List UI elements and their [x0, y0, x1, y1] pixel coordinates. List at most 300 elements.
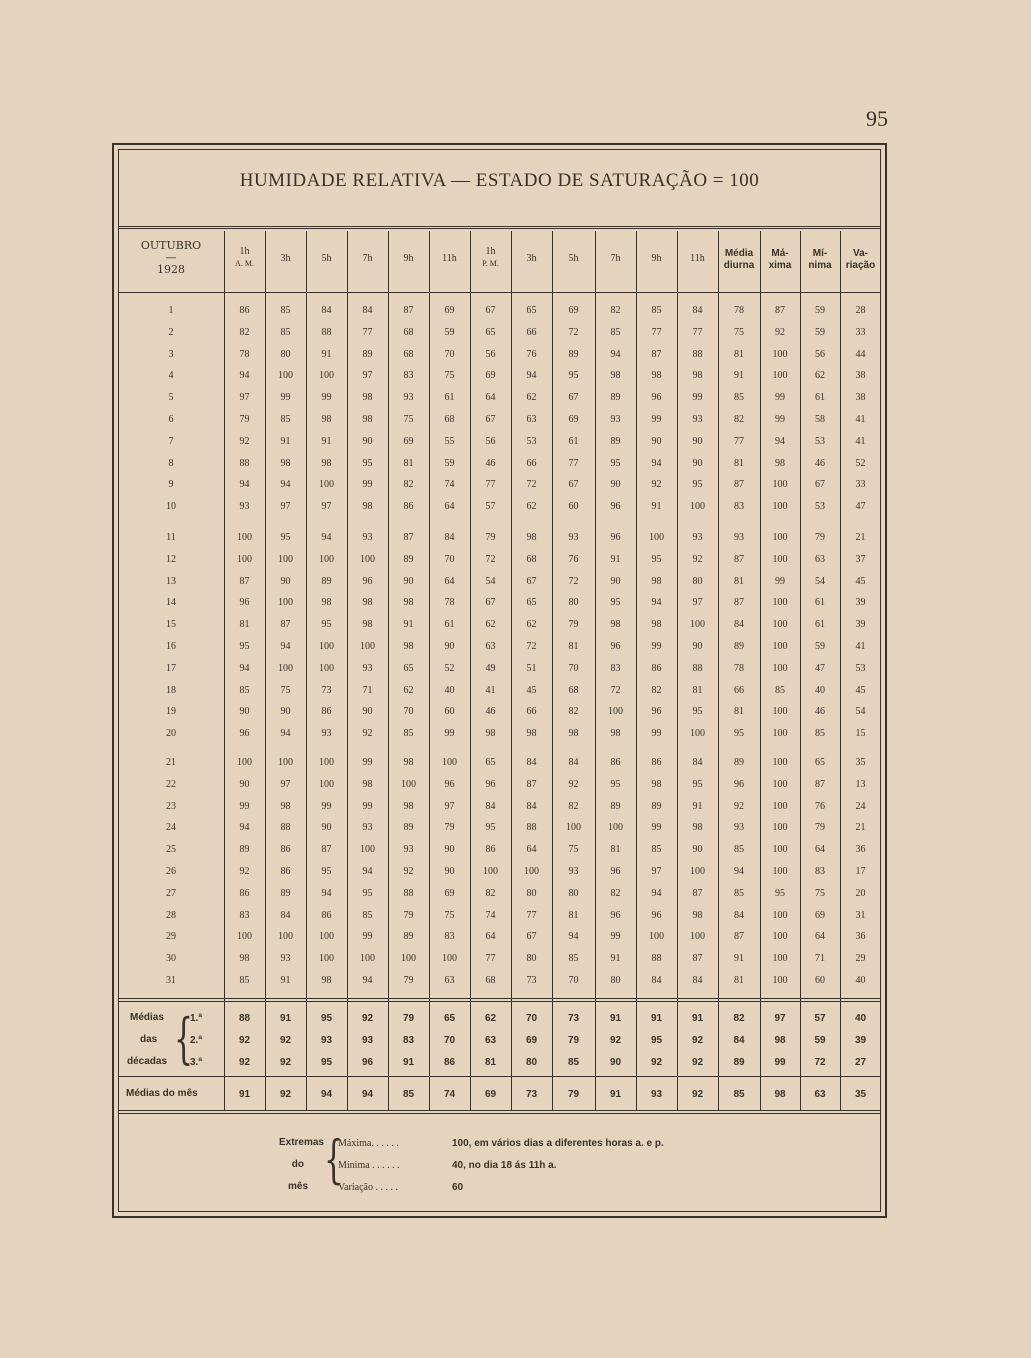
table-cell: 59 — [815, 326, 825, 338]
table-cell: 98 — [362, 392, 373, 404]
table-cell: 94 — [651, 597, 662, 609]
table-cell: 72 — [526, 479, 537, 491]
day-number: 30 — [166, 953, 176, 965]
table-cell: 93 — [362, 662, 373, 674]
table-cell: 77 — [734, 435, 744, 447]
table-cell: 85 — [651, 305, 662, 316]
decade-mean-cell: 96 — [361, 1057, 374, 1068]
table-cell: 95 — [321, 619, 332, 631]
decade-mean-cell: 57 — [814, 1013, 826, 1024]
decade-tag: 2.ª — [190, 1035, 203, 1046]
table-cell: 77 — [526, 909, 537, 921]
table-cell: 84 — [692, 757, 703, 768]
hour-header: 3h — [280, 253, 291, 264]
table-cell: 21 — [855, 532, 866, 543]
table-cell: 75 — [403, 414, 414, 425]
day-number: 21 — [166, 757, 176, 768]
table-cell: 95 — [280, 532, 291, 543]
table-cell: 55 — [444, 435, 455, 447]
table-cell: 97 — [239, 392, 250, 404]
month-mean-cell: 74 — [443, 1089, 456, 1100]
table-cell: 95 — [651, 553, 662, 565]
table-cell: 87 — [734, 931, 744, 943]
table-cell: 49 — [485, 662, 496, 674]
table-cell: 84 — [734, 619, 744, 631]
table-cell: 84 — [692, 305, 703, 316]
day-number: 7 — [168, 435, 174, 447]
table-cell: 79 — [485, 532, 496, 543]
table-cell: 90 — [403, 575, 414, 587]
table-cell: 61 — [815, 597, 825, 609]
decade-mean-cell: 59 — [814, 1035, 826, 1046]
stat-header-2: diurna — [723, 260, 755, 271]
stat-header: Va- — [852, 248, 868, 259]
table-cell: 85 — [775, 684, 785, 696]
table-cell: 92 — [362, 728, 373, 740]
table-cell: 91 — [280, 435, 291, 447]
table-cell: 89 — [610, 435, 621, 447]
table-cell: 88 — [239, 457, 250, 469]
table-cell: 94 — [280, 728, 291, 740]
decade-mean-cell: 99 — [774, 1057, 786, 1068]
table-cell: 68 — [444, 414, 455, 425]
extreme-value: 100, em vários dias a diferentes horas a. e p. — [452, 1138, 664, 1149]
table-cell: 74 — [444, 479, 455, 491]
table-cell: 90 — [692, 457, 703, 469]
table-cell: 97 — [280, 501, 291, 513]
table-cell: 87 — [775, 305, 785, 316]
table-cell: 98 — [280, 800, 291, 812]
table-cell: 88 — [321, 326, 332, 338]
table-cell: 96 — [239, 597, 250, 609]
table-cell: 95 — [610, 597, 621, 609]
table-cell: 93 — [362, 532, 373, 543]
table-cell: 100 — [237, 553, 252, 565]
table-cell: 38 — [855, 370, 866, 382]
table-cell: 79 — [815, 822, 825, 834]
table-cell: 37 — [855, 553, 866, 565]
table-cell: 72 — [485, 553, 496, 565]
day-number: 23 — [166, 800, 176, 812]
table-cell: 47 — [855, 501, 866, 513]
table-cell: 82 — [403, 479, 414, 491]
table-cell: 94 — [239, 662, 250, 674]
decade-mean-cell: 73 — [567, 1013, 580, 1024]
table-cell: 98 — [403, 757, 414, 768]
table-cell: 100 — [649, 931, 664, 943]
table-cell: 93 — [692, 414, 703, 425]
table-cell: 100 — [690, 619, 705, 631]
extremes-brace: { — [324, 1130, 344, 1191]
day-number: 9 — [168, 479, 174, 491]
table-cell: 62 — [526, 619, 537, 631]
table-cell: 86 — [403, 501, 414, 513]
table-cell: 98 — [651, 575, 662, 587]
table-cell: 93 — [568, 532, 579, 543]
table-cell: 90 — [444, 844, 455, 856]
table-cell: 92 — [775, 326, 785, 338]
table-cell: 81 — [239, 619, 250, 631]
table-cell: 85 — [280, 305, 291, 316]
table-cell: 96 — [651, 392, 662, 404]
table-cell: 82 — [239, 326, 250, 338]
table-cell: 100 — [319, 370, 334, 382]
day-number: 25 — [166, 844, 176, 856]
table-cell: 53 — [855, 662, 866, 674]
table-cell: 54 — [815, 575, 825, 587]
table-cell: 94 — [280, 479, 291, 491]
table-cell: 99 — [651, 414, 662, 425]
table-cell: 94 — [734, 866, 744, 877]
extreme-name: Variação . . . . . — [338, 1182, 398, 1193]
decade-mean-cell: 92 — [361, 1013, 374, 1024]
table-cell: 67 — [526, 931, 537, 943]
table-cell: 81 — [610, 844, 621, 856]
table-cell: 69 — [815, 909, 825, 921]
table-cell: 77 — [485, 479, 496, 491]
table-cell: 53 — [526, 435, 537, 447]
table-cell: 97 — [321, 501, 332, 513]
table-cell: 88 — [280, 822, 291, 834]
table-cell: 65 — [526, 597, 537, 609]
table-cell: 80 — [692, 575, 703, 587]
day-number: 20 — [166, 728, 176, 740]
decade-mean-cell: 93 — [361, 1035, 374, 1046]
table-cell: 84 — [485, 800, 496, 812]
table-cell: 89 — [610, 800, 621, 812]
table-cell: 69 — [485, 370, 496, 382]
table-cell: 69 — [568, 305, 579, 316]
table-cell: 60 — [815, 975, 825, 986]
table-cell: 38 — [855, 392, 866, 404]
table-cell: 97 — [362, 370, 373, 382]
table-cell: 66 — [734, 684, 744, 696]
decade-mean-cell: 95 — [320, 1013, 333, 1024]
table-cell: 63 — [444, 975, 455, 986]
table-cell: 96 — [610, 909, 621, 921]
table-cell: 51 — [526, 662, 537, 674]
month-mean-cell: 92 — [691, 1089, 704, 1100]
hour-period: A. M. — [235, 259, 254, 268]
day-number: 27 — [166, 887, 176, 899]
table-cell: 95 — [610, 778, 621, 790]
table-cell: 87 — [239, 575, 250, 587]
table-cell: 82 — [734, 414, 744, 425]
table-cell: 96 — [362, 575, 373, 587]
table-cell: 98 — [362, 501, 373, 513]
table-cell: 83 — [815, 866, 825, 877]
day-number: 2 — [168, 326, 174, 338]
table-cell: 100 — [772, 778, 788, 790]
table-cell: 100 — [772, 597, 788, 609]
table-cell: 90 — [444, 866, 455, 877]
decade-mean-cell: 95 — [650, 1035, 663, 1046]
table-cell: 68 — [526, 553, 537, 565]
table-cell: 86 — [321, 909, 332, 921]
table-cell: 41 — [855, 414, 866, 425]
table-cell: 98 — [403, 800, 414, 812]
extreme-value: 40, no dia 18 ás 11h a. — [452, 1160, 557, 1171]
table-cell: 64 — [526, 844, 537, 856]
table-cell: 72 — [568, 575, 579, 587]
table-cell: 93 — [734, 532, 744, 543]
table-cell: 98 — [692, 909, 703, 921]
year-label: 1928 — [157, 263, 185, 276]
table-cell: 78 — [239, 348, 250, 360]
month-mean-cell: 98 — [774, 1089, 786, 1100]
table-cell: 56 — [485, 348, 496, 360]
table-cell: 87 — [403, 532, 414, 543]
table-cell: 70 — [403, 706, 414, 718]
table-cell: 98 — [362, 619, 373, 631]
hour-header: 11h — [690, 253, 705, 264]
table-cell: 69 — [403, 435, 414, 447]
table-cell: 45 — [855, 684, 866, 696]
hour-header: 7h — [362, 253, 373, 264]
decade-mean-cell: 39 — [854, 1035, 867, 1046]
table-cell: 88 — [403, 887, 414, 899]
table-cell: 95 — [692, 778, 703, 790]
table-cell: 100 — [772, 909, 788, 921]
table-cell: 87 — [403, 305, 414, 316]
table-cell: 87 — [734, 553, 744, 565]
table-cell: 93 — [692, 532, 703, 543]
table-cell: 65 — [485, 757, 496, 768]
day-number: 6 — [168, 414, 174, 425]
table-cell: 98 — [362, 778, 373, 790]
decade-mean-cell: 92 — [691, 1035, 704, 1046]
table-cell: 100 — [319, 662, 334, 674]
extreme-value: 60 — [452, 1182, 464, 1193]
table-cell: 90 — [239, 706, 250, 718]
table-cell: 64 — [815, 844, 825, 856]
table-cell: 67 — [485, 305, 496, 316]
table-cell: 99 — [362, 931, 373, 943]
table-cell: 98 — [321, 975, 332, 986]
table-cell: 100 — [319, 757, 334, 768]
table-cell: 75 — [444, 909, 455, 921]
hour-header: 11h — [442, 253, 457, 264]
table-cell: 72 — [568, 326, 579, 338]
table-cell: 94 — [321, 532, 332, 543]
decade-mean-cell: 86 — [443, 1057, 456, 1068]
table-cell: 68 — [568, 684, 579, 696]
decade-mean-cell: 92 — [691, 1057, 704, 1068]
day-number: 15 — [166, 619, 176, 631]
table-cell: 69 — [444, 887, 455, 899]
month-mean-cell: 73 — [525, 1089, 538, 1100]
table-cell: 69 — [568, 414, 579, 425]
table-cell: 100 — [237, 532, 252, 543]
table-cell: 93 — [403, 844, 414, 856]
decade-brace: { — [174, 1008, 194, 1072]
table-cell: 24 — [855, 800, 866, 812]
table-cell: 85 — [403, 728, 414, 740]
table-cell: 92 — [239, 866, 250, 877]
table-cell: 100 — [278, 370, 293, 382]
table-cell: 65 — [403, 662, 414, 674]
table-cell: 77 — [692, 326, 703, 338]
stat-header: Média — [724, 248, 754, 259]
table-cell: 89 — [651, 800, 662, 812]
table-cell: 92 — [403, 866, 414, 877]
table-cell: 100 — [772, 931, 788, 943]
decade-means-label-3: décadas — [127, 1056, 168, 1067]
table-cell: 91 — [321, 348, 332, 360]
table-cell: 100 — [772, 706, 788, 718]
table-cell: 94 — [610, 348, 621, 360]
table-cell: 84 — [321, 305, 332, 316]
decade-mean-cell: 92 — [238, 1035, 251, 1046]
table-cell: 67 — [568, 392, 579, 404]
table-cell: 85 — [610, 326, 621, 338]
table-cell: 100 — [360, 953, 375, 965]
table-cell: 96 — [610, 866, 621, 877]
table-cell: 36 — [855, 931, 866, 943]
table-cell: 89 — [734, 757, 744, 768]
table-cell: 80 — [568, 597, 579, 609]
table-cell: 75 — [815, 887, 825, 899]
table-cell: 99 — [444, 728, 455, 740]
table-cell: 92 — [568, 778, 579, 790]
decade-mean-cell: 91 — [402, 1057, 415, 1068]
table-cell: 64 — [444, 501, 455, 513]
table-cell: 99 — [321, 392, 332, 404]
table-cell: 46 — [815, 706, 825, 718]
table-cell: 100 — [483, 866, 498, 877]
month-mean-cell: 35 — [854, 1089, 867, 1100]
table-cell: 82 — [568, 706, 579, 718]
table-cell: 94 — [651, 457, 662, 469]
table-cell: 85 — [362, 909, 373, 921]
table-cell: 79 — [403, 909, 414, 921]
table-cell: 96 — [651, 909, 662, 921]
table-cell: 90 — [610, 479, 621, 491]
table-cell: 59 — [444, 457, 455, 469]
day-number: 19 — [166, 706, 176, 718]
table-cell: 60 — [444, 706, 455, 718]
decade-mean-cell: 85 — [567, 1057, 580, 1068]
decade-mean-cell: 92 — [279, 1035, 292, 1046]
table-cell: 95 — [692, 479, 703, 491]
page-number: 95 — [866, 106, 888, 131]
table-cell: 87 — [651, 348, 662, 360]
table-cell: 70 — [444, 553, 455, 565]
table-cell: 81 — [692, 684, 703, 696]
table-cell: 89 — [362, 348, 373, 360]
decade-mean-cell: 81 — [484, 1057, 497, 1068]
table-cell: 84 — [362, 305, 373, 316]
table-cell: 98 — [610, 619, 621, 631]
table-cell: 98 — [775, 457, 785, 469]
decade-mean-cell: 80 — [525, 1057, 538, 1068]
table-cell: 53 — [815, 435, 825, 447]
decade-mean-cell: 65 — [443, 1013, 456, 1024]
table-cell: 95 — [239, 641, 250, 652]
table-cell: 62 — [526, 501, 537, 513]
table-cell: 100 — [360, 553, 375, 565]
table-cell: 100 — [278, 757, 293, 768]
table-cell: 85 — [734, 392, 744, 404]
table-cell: 61 — [444, 392, 455, 404]
table-cell: 79 — [815, 532, 825, 543]
table-cell: 98 — [321, 597, 332, 609]
table-cell: 76 — [568, 553, 579, 565]
table-cell: 100 — [278, 662, 293, 674]
table-cell: 88 — [651, 953, 662, 965]
table-cell: 96 — [444, 778, 455, 790]
table-cell: 91 — [610, 953, 621, 965]
decade-mean-cell: 92 — [650, 1057, 663, 1068]
month-mean-cell: 85 — [402, 1089, 415, 1100]
table-cell: 89 — [734, 641, 744, 652]
table-cell: 96 — [485, 778, 496, 790]
table-cell: 100 — [319, 553, 334, 565]
hour-header: 1h — [485, 246, 496, 257]
decade-mean-cell: 93 — [320, 1035, 333, 1046]
table-cell: 33 — [855, 479, 866, 491]
table-cell: 21 — [855, 822, 866, 834]
decade-mean-cell: 91 — [609, 1013, 622, 1024]
table-cell: 70 — [568, 662, 579, 674]
decade-mean-cell: 84 — [733, 1035, 745, 1046]
table-cell: 98 — [526, 532, 537, 543]
table-cell: 86 — [485, 844, 496, 856]
table-cell: 94 — [321, 887, 332, 899]
table-cell: 46 — [485, 706, 496, 718]
table-cell: 91 — [734, 953, 744, 965]
table-cell: 91 — [280, 975, 291, 986]
table-cell: 92 — [239, 435, 250, 447]
day-number: 31 — [166, 975, 176, 986]
table-cell: 75 — [734, 326, 744, 338]
table-cell: 100 — [360, 641, 375, 652]
table-cell: 100 — [772, 975, 788, 986]
decade-mean-cell: 92 — [609, 1035, 622, 1046]
table-cell: 90 — [321, 822, 332, 834]
hour-header: 5h — [568, 253, 579, 264]
table-cell: 96 — [610, 532, 621, 543]
table-cell: 80 — [280, 348, 291, 360]
table-cell: 100 — [278, 553, 293, 565]
table-cell: 79 — [568, 619, 579, 631]
table-cell: 81 — [403, 457, 414, 469]
table-cell: 54 — [485, 575, 496, 587]
table-cell: 75 — [568, 844, 579, 856]
table-cell: 94 — [526, 370, 537, 382]
table-cell: 86 — [651, 662, 662, 674]
decade-mean-cell: 63 — [484, 1035, 497, 1046]
table-cell: 84 — [280, 909, 291, 921]
table-cell: 97 — [280, 778, 291, 790]
day-number: 16 — [166, 641, 176, 652]
table-cell: 46 — [815, 457, 825, 469]
table-cell: 100 — [772, 800, 788, 812]
table-cell: 96 — [651, 706, 662, 718]
month-mean-cell: 79 — [567, 1089, 580, 1100]
decade-mean-cell: 88 — [238, 1013, 251, 1024]
table-cell: 93 — [362, 822, 373, 834]
table-cell: 78 — [734, 305, 744, 316]
table-cell: 86 — [651, 757, 662, 768]
decade-mean-cell: 91 — [279, 1013, 292, 1024]
table-cell: 20 — [855, 887, 866, 899]
table-cell: 90 — [444, 641, 455, 652]
table-cell: 93 — [568, 866, 579, 877]
month-mean-cell: 92 — [279, 1089, 292, 1100]
table-cell: 17 — [855, 866, 866, 877]
table-cell: 99 — [692, 392, 703, 404]
